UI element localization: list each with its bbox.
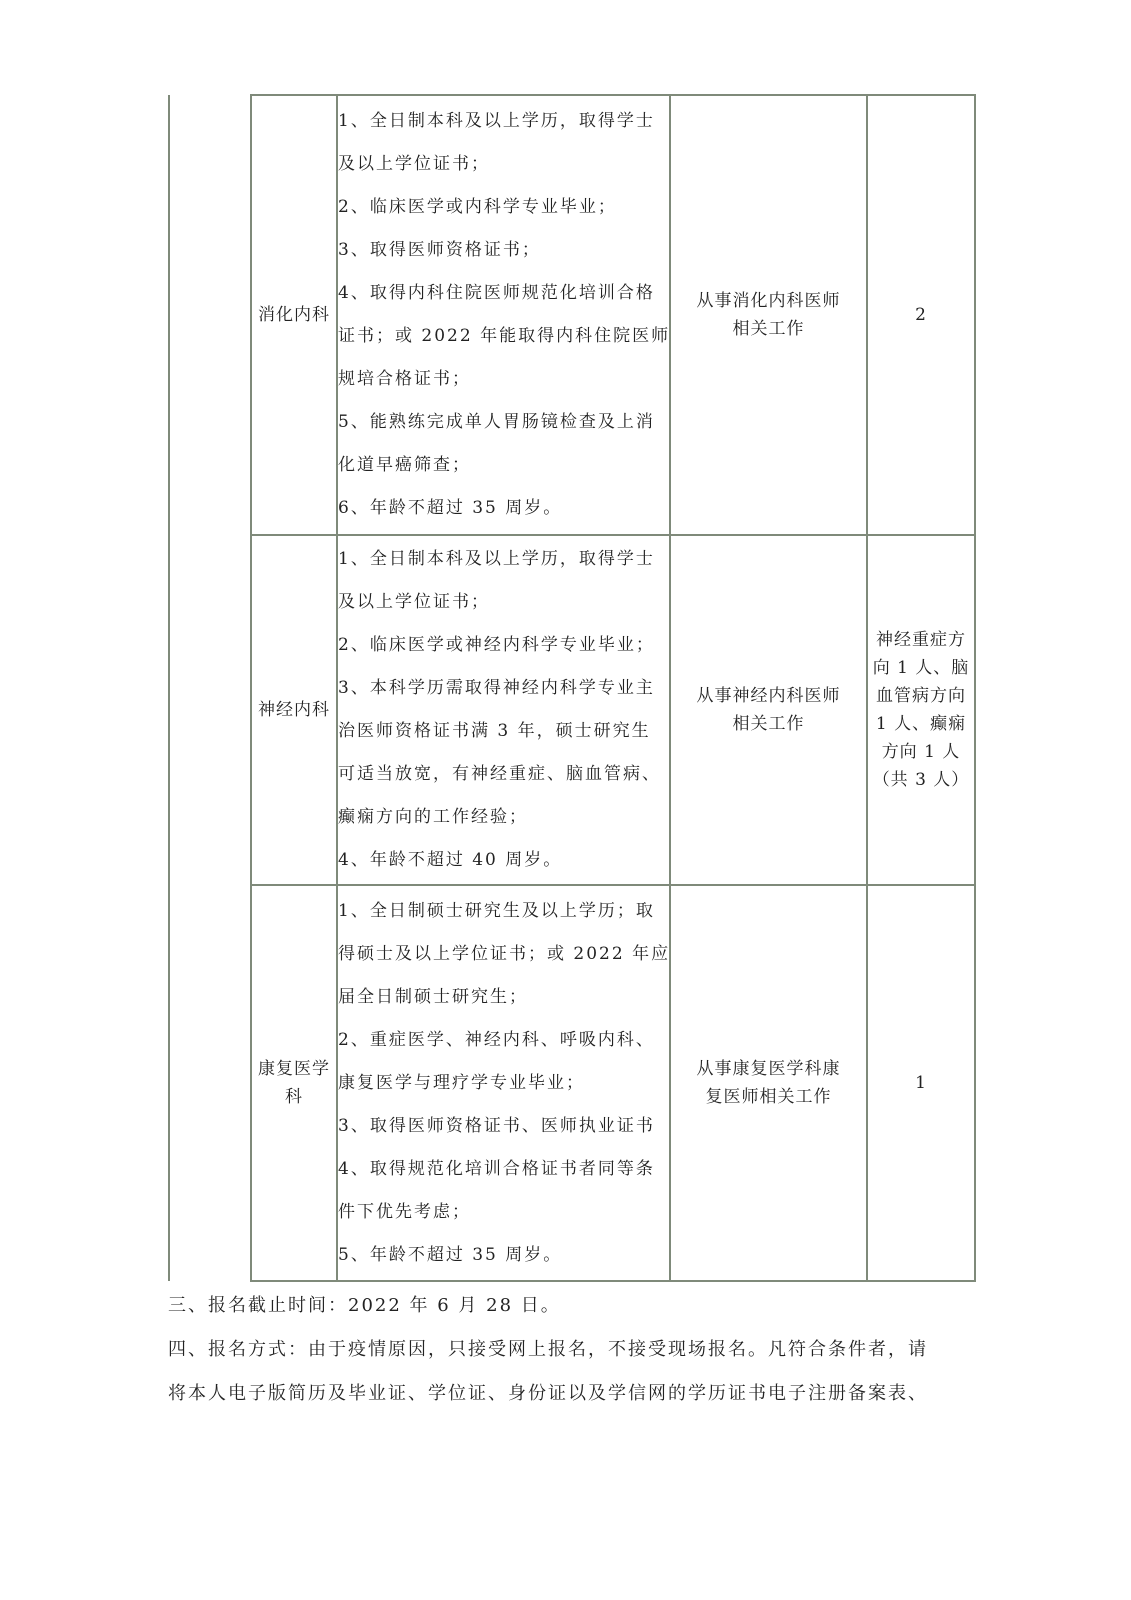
requirement-line: 6、年龄不超过 35 周岁。 — [338, 498, 563, 518]
department-label: 科 — [285, 1087, 303, 1107]
requirement-line: 3、取得医师资格证书、医师执业证书 — [338, 1115, 655, 1136]
table-row-0 — [169, 95, 975, 535]
requirements-cell — [337, 535, 670, 885]
department-cell — [251, 535, 337, 885]
department-label: 康复医学 — [258, 1059, 330, 1079]
requirement-line: 3、本科学历需取得神经内科学专业主 — [338, 678, 655, 698]
requirement-line: 届全日制硕士研究生； — [338, 986, 528, 1007]
requirement-line: 证书；或 2022 年能取得内科住院医师 — [338, 326, 671, 346]
department-cell — [251, 885, 337, 1281]
requirement-line: 2、重症医学、神经内科、呼吸内科、 — [338, 1029, 655, 1050]
table-row-2 — [169, 885, 975, 1281]
headcount-cell — [867, 885, 975, 1281]
requirement-line: 可适当放宽，有神经重症、脑血管病、 — [338, 764, 661, 784]
headcount-line: 血管病方向 — [876, 686, 966, 706]
requirement-line: 得硕士及以上学位证书；或 2022 年应 — [338, 943, 671, 964]
requirement-line: 5、能熟练完成单人胃肠镜检查及上消 — [338, 412, 655, 432]
requirement-line: 及以上学位证书； — [338, 592, 490, 612]
requirements-cell — [337, 95, 670, 535]
duty-line: 相关工作 — [732, 714, 805, 734]
headcount-line: 方向 1 人 — [881, 742, 961, 762]
requirement-line: 件下优先考虑； — [338, 1201, 471, 1222]
headcount-line: 神经重症方 — [876, 630, 966, 650]
duty-line: 从事消化内科医师 — [696, 291, 841, 311]
department-cell — [251, 95, 337, 535]
requirement-line: 3、取得医师资格证书； — [338, 240, 541, 260]
recruitment-table — [168, 94, 976, 1282]
requirement-line: 2、临床医学或神经内科学专业毕业； — [338, 635, 655, 655]
requirement-line: 4、取得规范化培训合格证书者同等条 — [338, 1158, 655, 1179]
requirement-line: 1、全日制本科及以上学历，取得学士 — [338, 549, 655, 569]
duty-cell — [670, 535, 867, 885]
requirement-line: 癫痫方向的工作经验； — [338, 807, 528, 827]
headcount-cell — [867, 95, 975, 535]
requirement-line: 4、取得内科住院医师规范化培训合格 — [338, 283, 655, 303]
department-label: 消化内科 — [258, 305, 330, 325]
requirement-line: 规培合格证书； — [338, 369, 471, 389]
requirement-line: 康复医学与理疗学专业毕业； — [338, 1072, 585, 1093]
headcount-cell — [867, 535, 975, 885]
duty-line: 复医师相关工作 — [705, 1087, 832, 1107]
duty-line: 从事康复医学科康 — [696, 1059, 841, 1079]
method-paragraph-line-1: 四、报名方式：由于疫情原因，只接受网上报名，不接受现场报名。凡符合条件者，请 — [168, 1339, 928, 1360]
department-group-cell — [169, 95, 251, 1281]
table-row-1 — [169, 535, 975, 885]
headcount-line: 2 — [915, 305, 927, 325]
requirement-line: 4、年龄不超过 40 周岁。 — [338, 850, 563, 870]
duty-line: 从事神经内科医师 — [696, 686, 841, 706]
department-label: 神经内科 — [258, 700, 330, 720]
headcount-line: 向 1 人、脑 — [872, 658, 970, 678]
duty-cell — [670, 885, 867, 1281]
requirements-cell — [337, 885, 670, 1281]
requirement-line: 1、全日制本科及以上学历，取得学士 — [338, 111, 655, 131]
requirement-line: 治医师资格证书满 3 年，硕士研究生 — [338, 721, 651, 741]
deadline-paragraph: 三、报名截止时间：2022 年 6 月 28 日。 — [168, 1295, 561, 1316]
headcount-line: 1 人、癫痫 — [875, 714, 967, 734]
duty-line: 相关工作 — [732, 319, 805, 339]
requirement-line: 1、全日制硕士研究生及以上学历；取 — [338, 900, 655, 921]
requirement-line: 及以上学位证书； — [338, 154, 490, 174]
requirement-line: 化道早癌筛查； — [338, 455, 471, 475]
headcount-line: 1 — [915, 1073, 927, 1093]
method-paragraph-line-2: 将本人电子版简历及毕业证、学位证、身份证以及学信网的学历证书电子注册备案表、 — [168, 1383, 928, 1404]
headcount-line: （共 3 人） — [872, 770, 970, 790]
requirement-line: 2、临床医学或内科学专业毕业； — [338, 197, 617, 217]
requirement-line: 5、年龄不超过 35 周岁。 — [338, 1244, 563, 1265]
duty-cell — [670, 95, 867, 535]
